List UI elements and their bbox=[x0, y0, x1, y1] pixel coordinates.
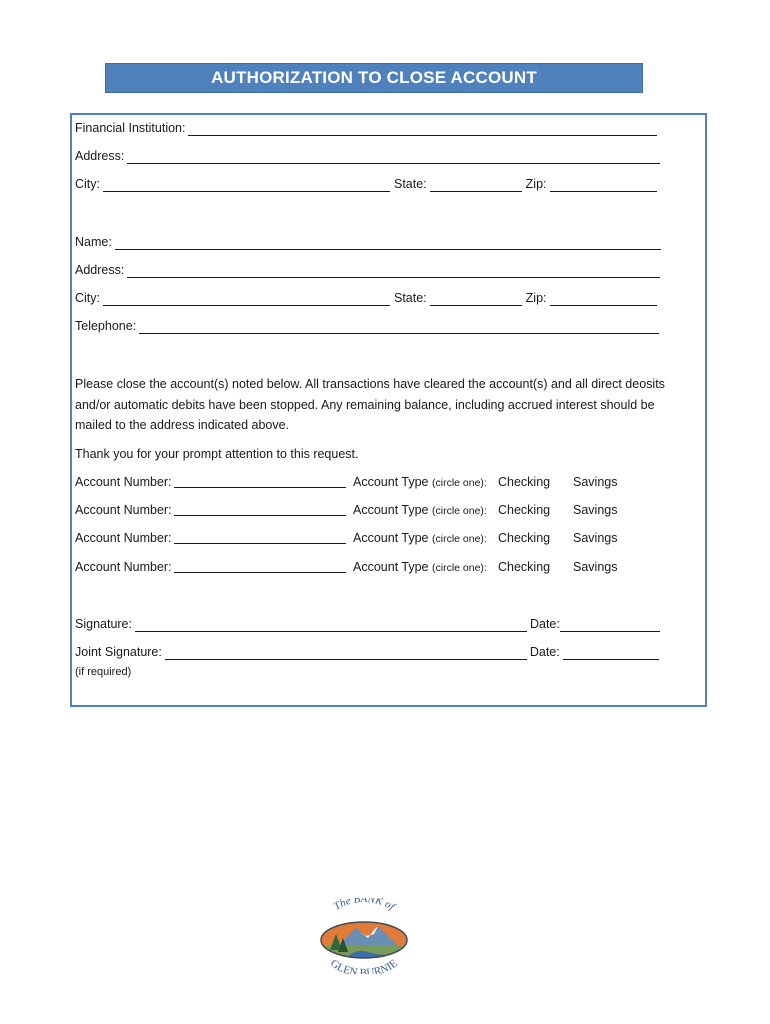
savings-option[interactable]: Savings bbox=[573, 531, 618, 545]
account-type-label: Account Type bbox=[353, 503, 429, 517]
institution-city-label: City: bbox=[75, 177, 100, 191]
customer-state-label: State: bbox=[394, 291, 427, 305]
checking-option[interactable]: Checking bbox=[498, 475, 551, 489]
joint-date-label: Date: bbox=[529, 645, 560, 659]
institution-state-label: State: bbox=[394, 177, 427, 191]
customer-address-label: Address: bbox=[75, 263, 125, 277]
signature-field[interactable] bbox=[135, 618, 527, 632]
institution-state-field[interactable] bbox=[430, 178, 522, 192]
telephone-label: Telephone: bbox=[75, 319, 137, 333]
customer-state-field[interactable] bbox=[430, 292, 522, 306]
account-type-label: Account Type bbox=[353, 531, 429, 545]
circle-one-note: (circle one): bbox=[432, 562, 487, 574]
checking-option[interactable]: Checking bbox=[498, 531, 551, 545]
account-number-label: Account Number: bbox=[75, 560, 172, 574]
signature-row bbox=[75, 616, 660, 632]
account-number-field[interactable] bbox=[174, 474, 346, 488]
date-label: Date: bbox=[529, 617, 560, 631]
account-type-label: Account Type bbox=[353, 560, 429, 574]
name-field[interactable] bbox=[115, 236, 661, 250]
if-required-note: (if required) bbox=[75, 666, 132, 678]
circle-one-note: (circle one): bbox=[432, 477, 487, 489]
account-type-label: Account Type bbox=[353, 475, 429, 489]
savings-option[interactable]: Savings bbox=[573, 475, 618, 489]
checking-option[interactable]: Checking bbox=[498, 560, 551, 574]
name-row bbox=[75, 234, 661, 250]
customer-city-row bbox=[75, 290, 657, 306]
bank-logo bbox=[316, 898, 412, 974]
savings-option[interactable]: Savings bbox=[573, 560, 618, 574]
customer-city-label: City: bbox=[75, 291, 100, 305]
institution-address-label: Address: bbox=[75, 149, 125, 163]
signature-label: Signature: bbox=[75, 617, 132, 631]
account-number-label: Account Number: bbox=[75, 503, 172, 517]
name-label: Name: bbox=[75, 235, 112, 249]
circle-one-note: (circle one): bbox=[432, 533, 487, 545]
landscape-scene bbox=[316, 918, 412, 960]
date-field[interactable] bbox=[560, 618, 660, 632]
logo-text-top: The BANK of bbox=[331, 898, 397, 913]
instructions-paragraph: Please close the account(s) noted below. All transactions have cleared the account(s) and all direct deosits and/or automatic debits have been stopped. Any remaining balance, including accrued interest should be mailed to the address indicated above. bbox=[75, 377, 665, 432]
account-number-field[interactable] bbox=[174, 559, 346, 573]
telephone-row bbox=[75, 318, 659, 334]
financial-institution-row bbox=[75, 120, 657, 136]
savings-option[interactable]: Savings bbox=[573, 503, 618, 517]
form-title-bar bbox=[105, 63, 643, 93]
joint-signature-label: Joint Signature: bbox=[75, 645, 162, 659]
bank-logo-graphic bbox=[316, 898, 412, 974]
joint-date-field[interactable] bbox=[563, 646, 659, 660]
telephone-field[interactable] bbox=[139, 320, 659, 334]
account-number-label: Account Number: bbox=[75, 475, 172, 489]
institution-address-row bbox=[75, 148, 660, 164]
institution-city-field[interactable] bbox=[103, 178, 390, 192]
account-number-label: Account Number: bbox=[75, 531, 172, 545]
customer-address-field[interactable] bbox=[127, 264, 660, 278]
institution-address-field[interactable] bbox=[127, 150, 660, 164]
institution-zip-label: Zip: bbox=[525, 177, 547, 191]
customer-zip-field[interactable] bbox=[550, 292, 657, 306]
checking-option[interactable]: Checking bbox=[498, 503, 551, 517]
customer-city-field[interactable] bbox=[103, 292, 390, 306]
thanks-paragraph: Thank you for your prompt attention to this request. bbox=[75, 447, 359, 461]
financial-institution-label: Financial Institution: bbox=[75, 121, 186, 135]
account-number-field[interactable] bbox=[174, 502, 346, 516]
logo-text-bottom: GLEN BURNIE bbox=[328, 957, 400, 974]
joint-signature-field[interactable] bbox=[165, 646, 527, 660]
customer-zip-label: Zip: bbox=[525, 291, 547, 305]
account-number-field[interactable] bbox=[174, 530, 346, 544]
institution-city-row bbox=[75, 176, 657, 192]
customer-address-row bbox=[75, 262, 660, 278]
financial-institution-field[interactable] bbox=[188, 122, 657, 136]
circle-one-note: (circle one): bbox=[432, 505, 487, 517]
form-title: AUTHORIZATION TO CLOSE ACCOUNT bbox=[211, 68, 537, 87]
joint-signature-row bbox=[75, 644, 659, 660]
institution-zip-field[interactable] bbox=[550, 178, 657, 192]
